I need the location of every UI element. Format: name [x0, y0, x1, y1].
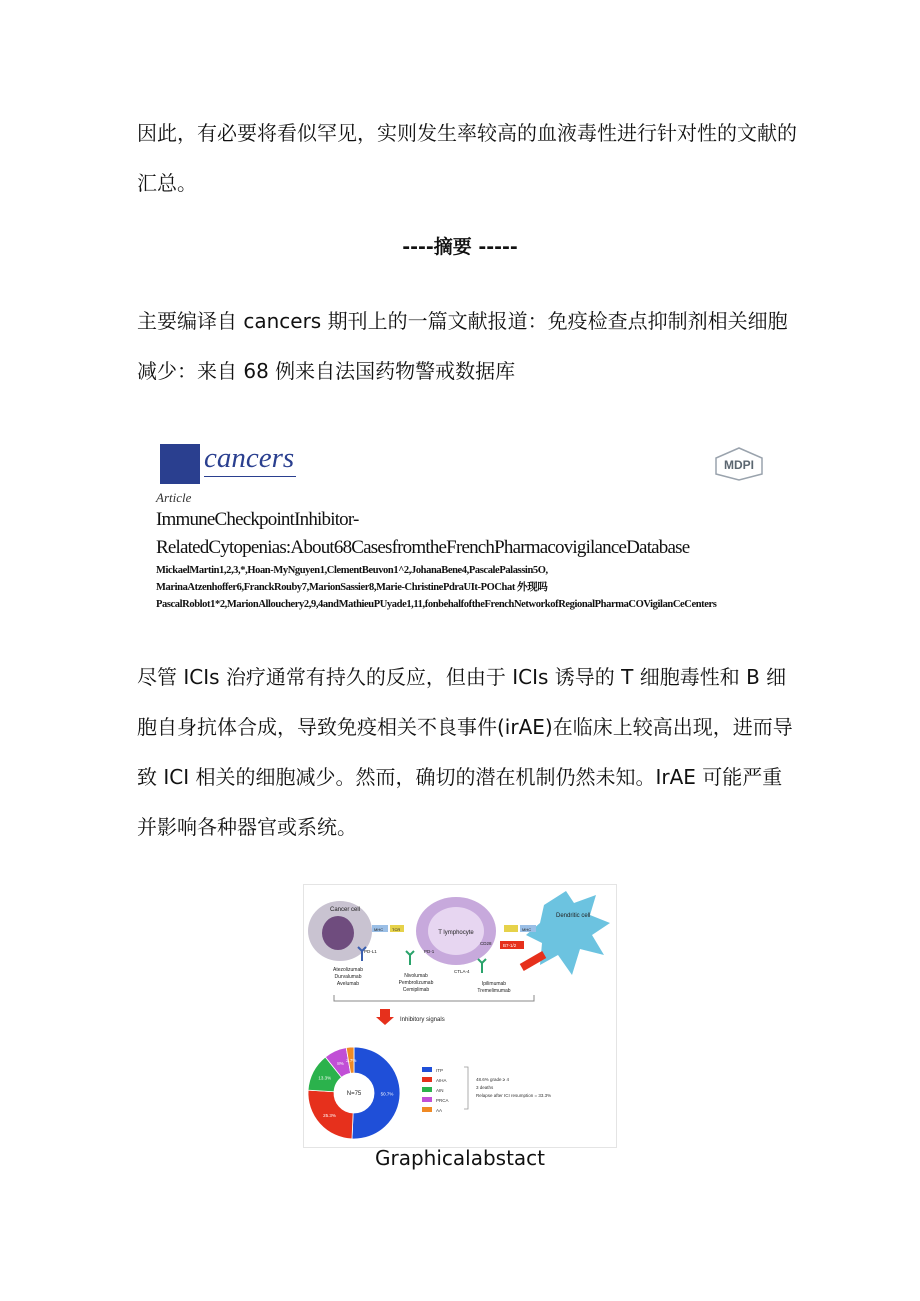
legend-swatch-ain — [422, 1087, 432, 1092]
pdl1-label: PD-L1 — [364, 949, 377, 954]
cancer-cell-nucleus — [322, 916, 354, 950]
drug-ctla4-2: Tremelimumab — [477, 988, 511, 994]
summary-paragraph: 主要编译自 cancers 期刊上的一篇文献报道：免疫检查点抑制剂相关细胞减少：来自 68 例来自法国药物警戒数据库 — [137, 309, 788, 383]
legend-swatch-prca — [422, 1097, 432, 1102]
drug-pd1-1: Nivolumab — [404, 973, 428, 979]
note-grade: 48.6% grade ≥ 4 — [476, 1077, 509, 1082]
donut-label-itp: 50.7% — [380, 1091, 394, 1097]
legend-label-ain: AIN — [436, 1088, 444, 1093]
legend-swatch-itp — [422, 1067, 432, 1072]
journal-logo-icon — [160, 444, 200, 484]
article-title-line1: ImmuneCheckpointInhibitor- — [156, 509, 359, 530]
mhc-label-right: MHC — [522, 927, 532, 932]
drug-bracket — [334, 995, 534, 1001]
graphical-abstract — [303, 884, 617, 1148]
intro-paragraph: 因此，有必要将看似罕见，实则发生率较高的血液毒性进行针对性的文献的汇总。 — [137, 121, 797, 195]
drug-pd1-3: Cemiplimab — [402, 987, 430, 993]
dendritic-cell-label: Dendritic cell — [556, 913, 591, 919]
mdpi-logo-text: MDPI — [724, 458, 754, 472]
body-paragraph: 尽管 ICIs 治疗通常有持久的反应，但由于 ICIs 诱导的 T 细胞毒性和 B 细胞自身抗体合成，导致免疫相关不良事件(irAE)在临床上较高出现，进而导致 ICI 相关的细胞减少。然而，确切的潜在机制仍然未知。IrAE 可能严重并影响各种器官或系统。 — [137, 665, 793, 839]
drug-pdl1-1: Atezolizumab — [332, 967, 364, 973]
dendritic-cell-shape — [526, 891, 610, 975]
article-type: Article — [156, 490, 192, 505]
legend-bracket — [464, 1067, 468, 1109]
article-title — [156, 506, 796, 562]
donut-label-ain: 13.3% — [318, 1075, 332, 1081]
article-header-image — [156, 440, 796, 630]
inhibitory-signals-label: Inhibitory signals — [400, 1017, 445, 1023]
ctla4-label: CTLA-4 — [454, 969, 470, 974]
legend-label-aa: AA — [436, 1108, 443, 1113]
authors-line3: PascalRoblot1*2,MarionAllouchery2,9,4andMathieuPUyade1,11,fonbehalfoftheFrenchNetworkofRegionalPharmaCOVigilanCeCenters — [156, 599, 717, 610]
legend-label-prca: PRCA — [436, 1098, 449, 1103]
article-title-line2: RelatedCytopenias:About68CasesfromtheFrenchPharmacovigilanceDatabase — [156, 537, 690, 558]
legend-label-itp: ITP — [436, 1068, 444, 1073]
legend-swatch-aa — [422, 1107, 432, 1112]
t-cell-label: T lymphocyte — [438, 930, 474, 936]
drug-pd1-2: Pembrolizumab — [398, 980, 434, 986]
down-arrow-icon — [376, 1009, 394, 1025]
mhc-label-left: MHC — [374, 927, 384, 932]
note-relapse: Relapse after ICI resumption = 33.3% — [476, 1093, 552, 1098]
cd28-label: CD28 — [480, 941, 492, 946]
cancer-cell-label: Cancer cell — [330, 907, 361, 913]
mdpi-logo-icon — [712, 446, 766, 482]
journal-name: cancers — [204, 442, 295, 474]
author-list — [156, 562, 806, 613]
tcr-label-left: TCR — [392, 927, 401, 932]
authors-line2: MarinaAtzenhoffer6,FranckRouby7,MarionSassier8,Marie-ChristinePdraUIt-POChat 外现吗 — [156, 582, 548, 593]
tcr-receptor-right — [504, 925, 518, 932]
authors-line1: MickaelMartin1,2,3,*,Hoan-MyNguyen1,ClementBeuvon1^2,JohanaBene4,PascalePalassin5O, — [156, 565, 548, 576]
donut-label-aiha: 25.3% — [323, 1113, 336, 1119]
legend-label-aiha: AIHA — [436, 1078, 447, 1083]
antibody-ctla4-icon — [478, 959, 486, 973]
donut-center-label: N=75 — [346, 1091, 362, 1097]
donut-label-prca: 8% — [337, 1060, 344, 1066]
drug-ctla4-1: Ipilimumab — [481, 981, 507, 987]
pd1-label: PD-1 — [424, 949, 435, 954]
note-deaths: 3 deaths — [476, 1085, 494, 1090]
chart-legend — [422, 1067, 449, 1113]
legend-swatch-aiha — [422, 1077, 432, 1082]
b7-label: B7-1/2 — [503, 943, 517, 948]
drug-pdl1-2: Durvalumab — [334, 974, 362, 980]
drug-pdl1-3: Avelumab — [336, 981, 360, 987]
section-heading: ----摘要 ----- — [402, 236, 518, 258]
logo-underline — [204, 476, 296, 477]
antibody-pd1-icon — [406, 951, 414, 965]
figure-caption: Graphicalabstact — [374, 1146, 546, 1170]
donut-label-aa: 2.7% — [346, 1058, 357, 1064]
